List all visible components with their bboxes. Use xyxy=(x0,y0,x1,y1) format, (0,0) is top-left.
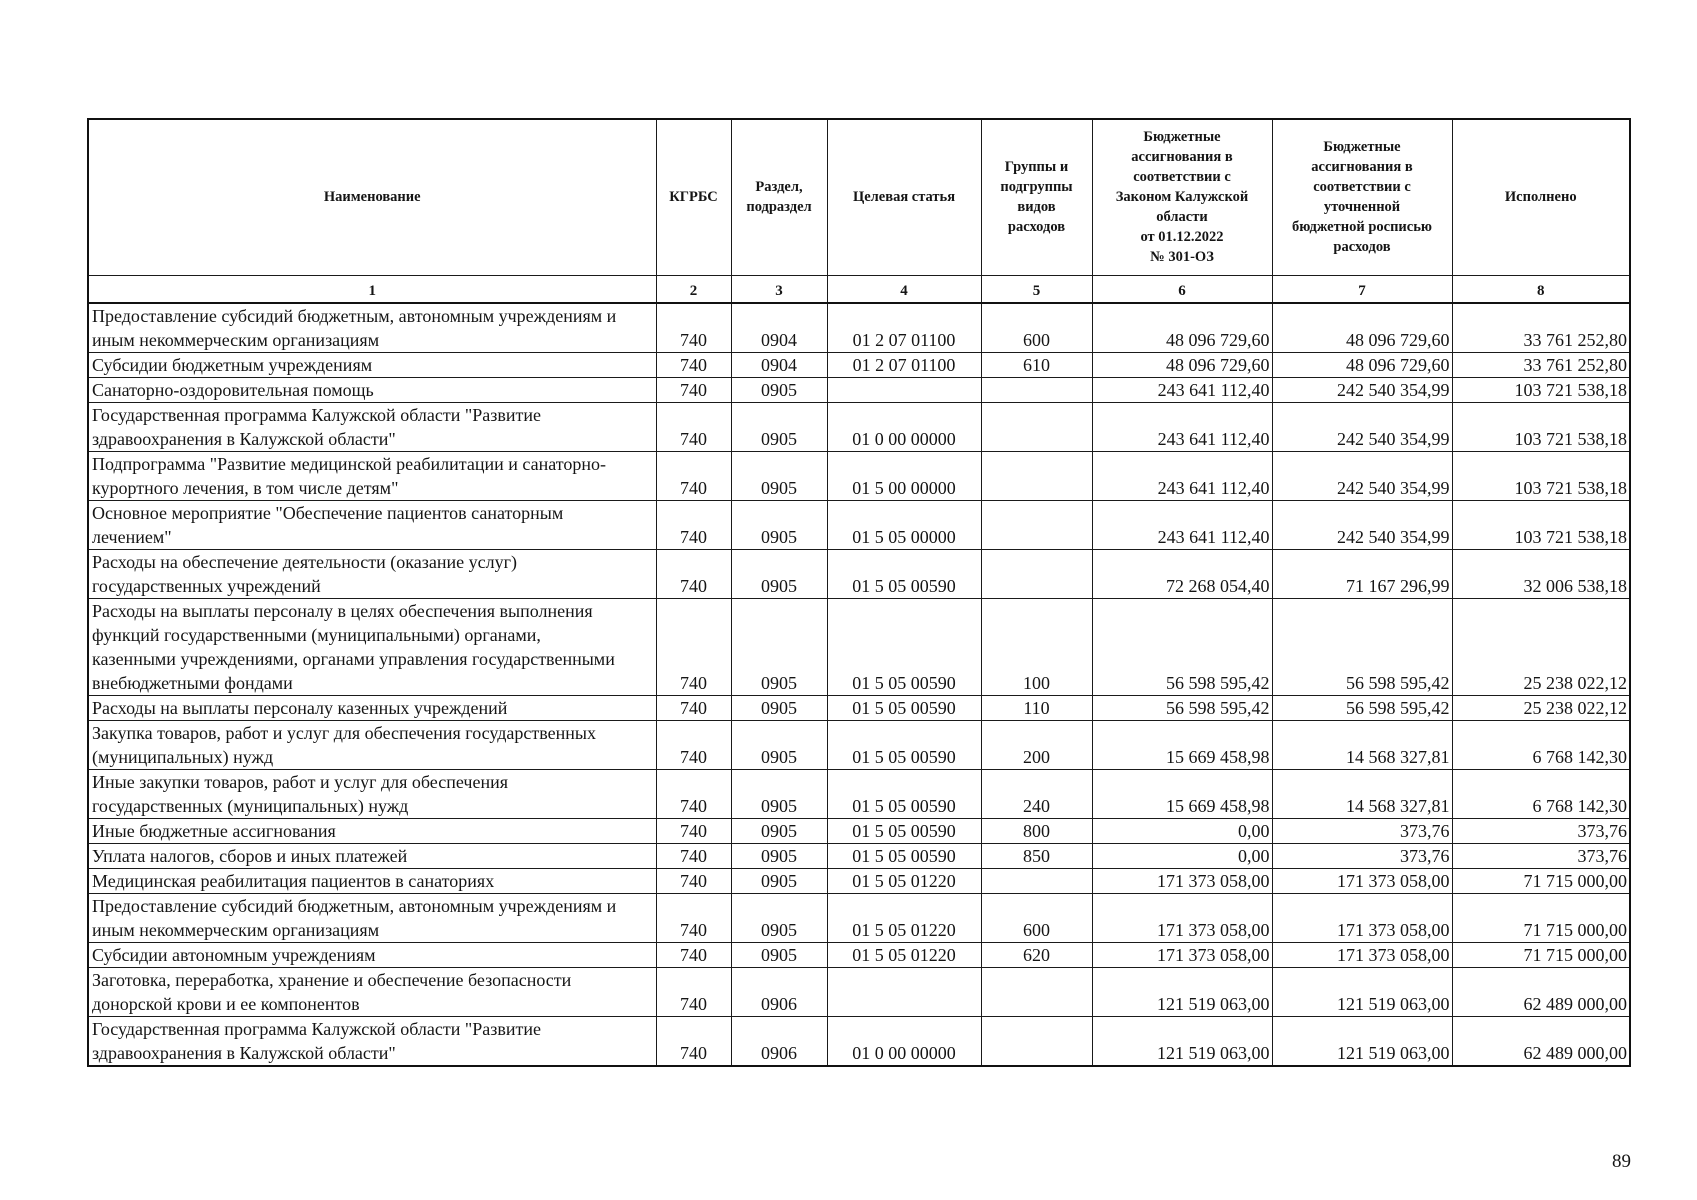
cell-kgrbs: 740 xyxy=(656,968,731,1017)
cell-name: Государственная программа Калужской области "Развитие здравоохранения в Калужской области" xyxy=(88,403,656,452)
cell-budget-law: 56 598 595,42 xyxy=(1092,599,1272,696)
table-body xyxy=(88,303,1630,1066)
cell-target-article: 01 5 05 00590 xyxy=(827,819,981,844)
cell-budget-schedule: 48 096 729,60 xyxy=(1272,353,1452,378)
cell-target-article: 01 5 00 00000 xyxy=(827,452,981,501)
column-number: 7 xyxy=(1272,275,1452,303)
column-number: 3 xyxy=(731,275,827,303)
cell-budget-law: 243 641 112,40 xyxy=(1092,403,1272,452)
cell-budget-law: 121 519 063,00 xyxy=(1092,1017,1272,1067)
cell-budget-law: 243 641 112,40 xyxy=(1092,452,1272,501)
cell-section: 0905 xyxy=(731,721,827,770)
cell-executed: 71 715 000,00 xyxy=(1452,943,1630,968)
cell-section: 0905 xyxy=(731,894,827,943)
cell-target-article: 01 0 00 00000 xyxy=(827,1017,981,1067)
cell-target-article: 01 2 07 01100 xyxy=(827,353,981,378)
cell-expense-group: 800 xyxy=(981,819,1092,844)
cell-name: Предоставление субсидий бюджетным, автономным учреждениям и иным некоммерческим организациям xyxy=(88,894,656,943)
cell-budget-law: 171 373 058,00 xyxy=(1092,869,1272,894)
cell-executed: 32 006 538,18 xyxy=(1452,550,1630,599)
cell-kgrbs: 740 xyxy=(656,696,731,721)
cell-kgrbs: 740 xyxy=(656,943,731,968)
cell-budget-schedule: 14 568 327,81 xyxy=(1272,770,1452,819)
cell-kgrbs: 740 xyxy=(656,452,731,501)
table-row xyxy=(88,378,1630,403)
table-row xyxy=(88,844,1630,869)
header-name: Наименование xyxy=(88,119,656,275)
cell-target-article: 01 5 05 00590 xyxy=(827,844,981,869)
cell-section: 0905 xyxy=(731,844,827,869)
column-number: 6 xyxy=(1092,275,1272,303)
cell-target-article: 01 5 05 01220 xyxy=(827,894,981,943)
cell-budget-law: 15 669 458,98 xyxy=(1092,770,1272,819)
cell-name: Субсидии бюджетным учреждениям xyxy=(88,353,656,378)
cell-kgrbs: 740 xyxy=(656,403,731,452)
cell-kgrbs: 740 xyxy=(656,599,731,696)
cell-kgrbs: 740 xyxy=(656,303,731,353)
cell-name: Предоставление субсидий бюджетным, автономным учреждениям и иным некоммерческим организациям xyxy=(88,303,656,353)
cell-budget-schedule: 373,76 xyxy=(1272,819,1452,844)
cell-section: 0905 xyxy=(731,819,827,844)
cell-section: 0905 xyxy=(731,869,827,894)
cell-kgrbs: 740 xyxy=(656,844,731,869)
cell-target-article: 01 5 05 01220 xyxy=(827,869,981,894)
cell-target-article: 01 2 07 01100 xyxy=(827,303,981,353)
cell-name: Субсидии автономным учреждениям xyxy=(88,943,656,968)
cell-name: Иные закупки товаров, работ и услуг для обеспечения государственных (муниципальных) нужд xyxy=(88,770,656,819)
cell-target-article: 01 5 05 00000 xyxy=(827,501,981,550)
cell-name: Закупка товаров, работ и услуг для обеспечения государственных (муниципальных) нужд xyxy=(88,721,656,770)
cell-executed: 25 238 022,12 xyxy=(1452,599,1630,696)
cell-expense-group: 620 xyxy=(981,943,1092,968)
cell-executed: 33 761 252,80 xyxy=(1452,353,1630,378)
header-kgrbs: КГРБС xyxy=(656,119,731,275)
cell-budget-schedule: 242 540 354,99 xyxy=(1272,501,1452,550)
cell-name: Государственная программа Калужской области "Развитие здравоохранения в Калужской области" xyxy=(88,1017,656,1067)
page-number: 89 xyxy=(1612,1151,1631,1172)
cell-executed: 71 715 000,00 xyxy=(1452,894,1630,943)
cell-executed: 33 761 252,80 xyxy=(1452,303,1630,353)
cell-executed: 103 721 538,18 xyxy=(1452,403,1630,452)
cell-executed: 6 768 142,30 xyxy=(1452,770,1630,819)
cell-executed: 373,76 xyxy=(1452,819,1630,844)
cell-budget-law: 15 669 458,98 xyxy=(1092,721,1272,770)
cell-executed: 6 768 142,30 xyxy=(1452,721,1630,770)
cell-target-article: 01 5 05 01220 xyxy=(827,943,981,968)
cell-section: 0905 xyxy=(731,403,827,452)
cell-name: Основное мероприятие "Обеспечение пациентов санаторным лечением" xyxy=(88,501,656,550)
header-section: Раздел, подраздел xyxy=(731,119,827,275)
cell-name: Иные бюджетные ассигнования xyxy=(88,819,656,844)
table-row xyxy=(88,943,1630,968)
cell-kgrbs: 740 xyxy=(656,721,731,770)
table-row xyxy=(88,696,1630,721)
column-number: 5 xyxy=(981,275,1092,303)
cell-budget-law: 0,00 xyxy=(1092,819,1272,844)
cell-name: Медицинская реабилитация пациентов в санаториях xyxy=(88,869,656,894)
cell-name: Расходы на выплаты персоналу в целях обеспечения выполнения функций государственными (муниципальными) органами, казенными учреждениями, органами управления государственными внебюджетными фондами xyxy=(88,599,656,696)
cell-budget-law: 56 598 595,42 xyxy=(1092,696,1272,721)
cell-section: 0905 xyxy=(731,501,827,550)
cell-budget-schedule: 71 167 296,99 xyxy=(1272,550,1452,599)
column-number-row xyxy=(88,275,1630,303)
cell-executed: 103 721 538,18 xyxy=(1452,501,1630,550)
column-number: 8 xyxy=(1452,275,1630,303)
cell-expense-group: 100 xyxy=(981,599,1092,696)
table-row xyxy=(88,303,1630,353)
cell-name: Подпрограмма "Развитие медицинской реабилитации и санаторно- курортного лечения, в том числе детям" xyxy=(88,452,656,501)
cell-section: 0906 xyxy=(731,1017,827,1067)
cell-section: 0905 xyxy=(731,378,827,403)
table-row xyxy=(88,1017,1630,1067)
cell-target-article: 01 5 05 00590 xyxy=(827,696,981,721)
cell-budget-law: 171 373 058,00 xyxy=(1092,894,1272,943)
cell-section: 0905 xyxy=(731,943,827,968)
table-row xyxy=(88,968,1630,1017)
cell-budget-schedule: 48 096 729,60 xyxy=(1272,303,1452,353)
cell-budget-schedule: 56 598 595,42 xyxy=(1272,599,1452,696)
cell-executed: 62 489 000,00 xyxy=(1452,968,1630,1017)
header-budget-schedule: Бюджетные ассигнования в соответствии с уточненной бюджетной росписью расходов xyxy=(1272,119,1452,275)
column-number: 2 xyxy=(656,275,731,303)
cell-budget-law: 171 373 058,00 xyxy=(1092,943,1272,968)
cell-target-article: 01 5 05 00590 xyxy=(827,550,981,599)
cell-budget-law: 72 268 054,40 xyxy=(1092,550,1272,599)
cell-target-article xyxy=(827,378,981,403)
cell-budget-law: 48 096 729,60 xyxy=(1092,353,1272,378)
cell-budget-schedule: 242 540 354,99 xyxy=(1272,452,1452,501)
cell-budget-schedule: 242 540 354,99 xyxy=(1272,378,1452,403)
cell-name: Санаторно-оздоровительная помощь xyxy=(88,378,656,403)
cell-kgrbs: 740 xyxy=(656,501,731,550)
cell-budget-schedule: 171 373 058,00 xyxy=(1272,869,1452,894)
header-expense-group: Группы и подгруппы видов расходов xyxy=(981,119,1092,275)
budget-table xyxy=(87,118,1631,1067)
cell-kgrbs: 740 xyxy=(656,819,731,844)
cell-target-article: 01 5 05 00590 xyxy=(827,721,981,770)
cell-budget-schedule: 373,76 xyxy=(1272,844,1452,869)
cell-expense-group: 600 xyxy=(981,303,1092,353)
cell-budget-schedule: 56 598 595,42 xyxy=(1272,696,1452,721)
table-header xyxy=(88,119,1630,303)
cell-kgrbs: 740 xyxy=(656,353,731,378)
cell-expense-group: 610 xyxy=(981,353,1092,378)
cell-target-article: 01 5 05 00590 xyxy=(827,770,981,819)
table-row xyxy=(88,721,1630,770)
cell-expense-group: 200 xyxy=(981,721,1092,770)
table-row xyxy=(88,599,1630,696)
table-row xyxy=(88,894,1630,943)
cell-target-article: 01 5 05 00590 xyxy=(827,599,981,696)
cell-section: 0905 xyxy=(731,770,827,819)
cell-budget-schedule: 14 568 327,81 xyxy=(1272,721,1452,770)
cell-kgrbs: 740 xyxy=(656,1017,731,1067)
cell-kgrbs: 740 xyxy=(656,550,731,599)
cell-expense-group: 850 xyxy=(981,844,1092,869)
cell-section: 0905 xyxy=(731,599,827,696)
column-number: 1 xyxy=(88,275,656,303)
header-row xyxy=(88,119,1630,275)
cell-expense-group xyxy=(981,452,1092,501)
cell-name: Расходы на выплаты персоналу казенных учреждений xyxy=(88,696,656,721)
cell-section: 0905 xyxy=(731,696,827,721)
cell-kgrbs: 740 xyxy=(656,869,731,894)
cell-budget-law: 243 641 112,40 xyxy=(1092,501,1272,550)
cell-section: 0904 xyxy=(731,303,827,353)
cell-budget-schedule: 242 540 354,99 xyxy=(1272,403,1452,452)
cell-section: 0905 xyxy=(731,550,827,599)
cell-expense-group xyxy=(981,378,1092,403)
cell-budget-law: 48 096 729,60 xyxy=(1092,303,1272,353)
cell-name: Расходы на обеспечение деятельности (оказание услуг) государственных учреждений xyxy=(88,550,656,599)
cell-kgrbs: 740 xyxy=(656,770,731,819)
cell-expense-group: 110 xyxy=(981,696,1092,721)
cell-executed: 103 721 538,18 xyxy=(1452,452,1630,501)
cell-budget-schedule: 121 519 063,00 xyxy=(1272,1017,1452,1067)
table-row xyxy=(88,770,1630,819)
cell-kgrbs: 740 xyxy=(656,378,731,403)
cell-expense-group xyxy=(981,869,1092,894)
cell-target-article xyxy=(827,968,981,1017)
header-target-article: Целевая статья xyxy=(827,119,981,275)
cell-expense-group xyxy=(981,550,1092,599)
cell-kgrbs: 740 xyxy=(656,894,731,943)
cell-target-article: 01 0 00 00000 xyxy=(827,403,981,452)
table-row xyxy=(88,550,1630,599)
cell-name: Заготовка, переработка, хранение и обеспечение безопасности донорской крови и ее компонентов xyxy=(88,968,656,1017)
cell-budget-law: 0,00 xyxy=(1092,844,1272,869)
table-row xyxy=(88,353,1630,378)
cell-executed: 103 721 538,18 xyxy=(1452,378,1630,403)
cell-expense-group: 240 xyxy=(981,770,1092,819)
cell-expense-group xyxy=(981,501,1092,550)
cell-expense-group: 600 xyxy=(981,894,1092,943)
cell-expense-group xyxy=(981,1017,1092,1067)
cell-section: 0904 xyxy=(731,353,827,378)
cell-budget-law: 121 519 063,00 xyxy=(1092,968,1272,1017)
cell-section: 0905 xyxy=(731,452,827,501)
cell-expense-group xyxy=(981,403,1092,452)
cell-budget-schedule: 171 373 058,00 xyxy=(1272,943,1452,968)
cell-budget-schedule: 171 373 058,00 xyxy=(1272,894,1452,943)
column-number: 4 xyxy=(827,275,981,303)
cell-budget-law: 243 641 112,40 xyxy=(1092,378,1272,403)
cell-budget-schedule: 121 519 063,00 xyxy=(1272,968,1452,1017)
cell-executed: 62 489 000,00 xyxy=(1452,1017,1630,1067)
header-budget-law: Бюджетные ассигнования в соответствии с Законом Калужской области от 01.12.2022 № 301-ОЗ xyxy=(1092,119,1272,275)
table-row xyxy=(88,403,1630,452)
cell-name: Уплата налогов, сборов и иных платежей xyxy=(88,844,656,869)
cell-executed: 25 238 022,12 xyxy=(1452,696,1630,721)
header-executed: Исполнено xyxy=(1452,119,1630,275)
table-row xyxy=(88,501,1630,550)
budget-table-container xyxy=(87,118,1631,1067)
cell-executed: 71 715 000,00 xyxy=(1452,869,1630,894)
cell-expense-group xyxy=(981,968,1092,1017)
table-row xyxy=(88,869,1630,894)
table-row xyxy=(88,819,1630,844)
cell-executed: 373,76 xyxy=(1452,844,1630,869)
table-row xyxy=(88,452,1630,501)
cell-section: 0906 xyxy=(731,968,827,1017)
